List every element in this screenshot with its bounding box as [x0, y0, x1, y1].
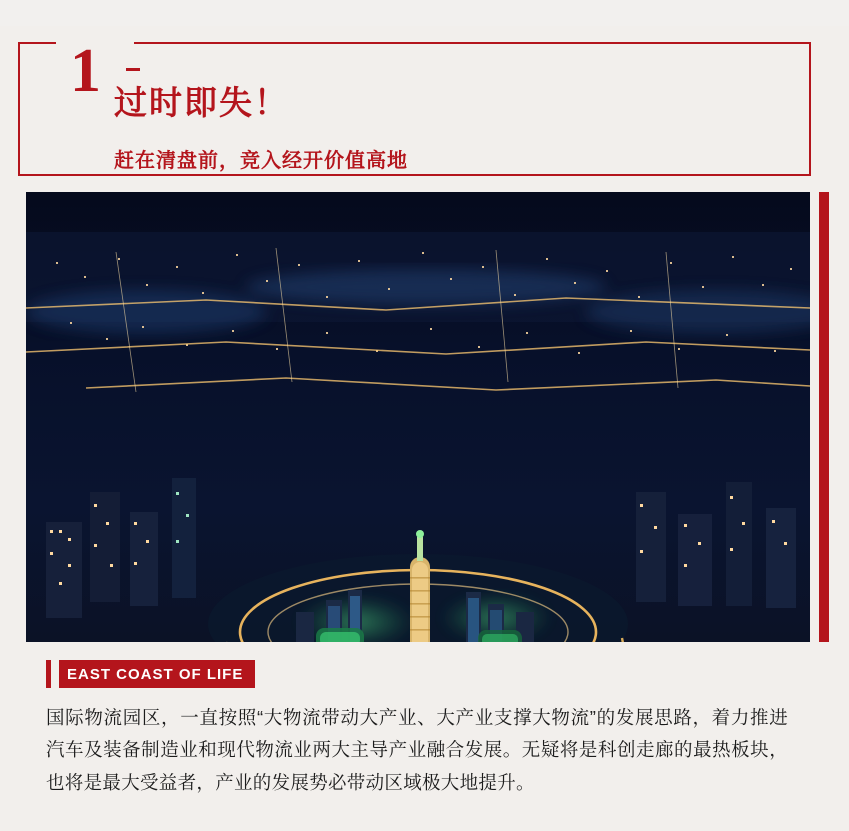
- caption-accent-bar: [46, 660, 51, 688]
- photo-accent-bar: [819, 192, 829, 642]
- page-title: 过时即失！: [114, 84, 289, 121]
- photo-section: [26, 192, 819, 642]
- article-page: [0, 26, 849, 831]
- body-paragraph: 国际物流园区，一直按照“大物流带动大产业、大产业支撑大物流”的发展思路，着力推进汽车及装备制造业和现代物流业两大主导产业融合发展。无疑将是科创走廊的最热板块，也将是最大受益者，产业的发展势必带动区域极大地提升。: [46, 707, 788, 793]
- numeral-dash-icon: [126, 68, 140, 71]
- header-text-group: [114, 84, 408, 173]
- caption-label: EAST COAST OF LIFE: [59, 660, 255, 688]
- header-section: [18, 26, 827, 176]
- caption-section: [46, 660, 806, 799]
- hero-image: [26, 192, 810, 642]
- page-subtitle: 赶在清盘前，竞入经开价值高地: [114, 149, 408, 172]
- section-number: 1: [70, 37, 101, 105]
- night-cityscape-illustration: [26, 192, 810, 642]
- caption-label-row: [46, 660, 806, 688]
